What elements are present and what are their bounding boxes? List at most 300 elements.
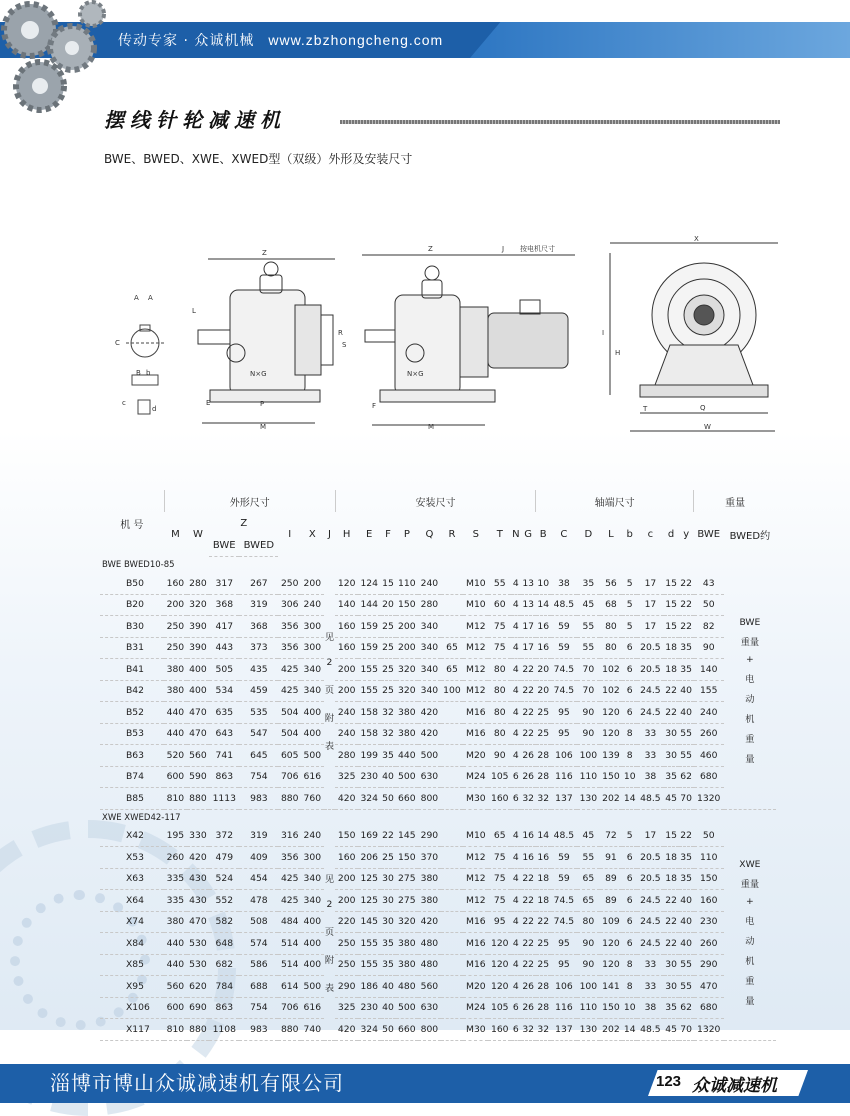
value-cell: 59 — [551, 847, 577, 869]
value-cell: 300 — [301, 637, 324, 659]
value-cell: 400 — [301, 954, 324, 976]
value-cell: 89 — [600, 890, 623, 912]
value-cell: 28 — [536, 976, 551, 998]
value-cell: M16 — [463, 954, 488, 976]
value-cell: M16 — [463, 933, 488, 955]
value-cell: 35 — [679, 637, 694, 659]
value-cell: 95 — [551, 702, 577, 724]
label-X: X — [694, 235, 699, 243]
col-header-c: c — [647, 528, 654, 540]
value-cell: 240 — [301, 594, 324, 616]
value-cell: 14 — [622, 1019, 637, 1041]
value-cell: 160 — [694, 890, 724, 912]
value-cell: 290 — [694, 954, 724, 976]
value-cell: M10 — [463, 594, 488, 616]
value-cell: 155 — [358, 659, 381, 681]
value-cell: 55 — [679, 745, 694, 767]
value-cell: 400 — [301, 933, 324, 955]
value-cell: 32 — [536, 788, 551, 810]
value-cell: 643 — [209, 723, 239, 745]
value-cell: 500 — [301, 745, 324, 767]
value-cell: 380 — [396, 954, 419, 976]
weight-note-char: 机 — [745, 955, 755, 967]
value-cell: 70 — [679, 788, 694, 810]
value-cell — [441, 826, 464, 847]
value-cell: 150 — [396, 594, 419, 616]
value-cell: 784 — [209, 976, 239, 998]
value-cell: 460 — [694, 745, 724, 767]
value-cell: 22 — [679, 616, 694, 638]
value-cell: 250 — [335, 933, 358, 955]
value-cell: 25 — [381, 680, 396, 702]
value-cell: 32 — [381, 702, 396, 724]
group-label: BWE BWED10-85 — [102, 560, 175, 570]
value-cell: 6 — [511, 1019, 521, 1041]
value-cell: 48.5 — [637, 1019, 663, 1041]
model-cell: B50 — [100, 573, 164, 594]
label-T: T — [643, 405, 648, 413]
value-cell: 50 — [694, 826, 724, 847]
value-cell: 1113 — [209, 788, 239, 810]
value-cell: 504 — [278, 702, 301, 724]
value-cell: 22 — [679, 573, 694, 594]
value-cell: 690 — [187, 997, 210, 1019]
col-header-j: J — [327, 528, 331, 540]
label-C: C — [115, 339, 120, 347]
value-cell: 590 — [187, 766, 210, 788]
value-cell: 504 — [278, 723, 301, 745]
tagline-text: 传动专家 · 众诚机械 — [118, 33, 255, 49]
brand-name: 众诚减速机 — [692, 1076, 777, 1096]
value-cell — [441, 847, 464, 869]
value-cell: 145 — [396, 826, 419, 847]
value-cell: 35 — [664, 766, 679, 788]
value-cell: 102 — [600, 680, 623, 702]
value-cell: 335 — [164, 890, 187, 912]
weight-note-char: 量 — [745, 995, 755, 1007]
value-cell: 100 — [577, 976, 600, 998]
value-cell: 59 — [551, 616, 577, 638]
value-cell: 109 — [600, 911, 623, 933]
value-cell: M12 — [463, 680, 488, 702]
group-shaft-header: 轴端尺寸 — [536, 490, 694, 512]
value-cell: 155 — [358, 680, 381, 702]
value-cell: 880 — [278, 1019, 301, 1041]
value-cell: 380 — [418, 868, 441, 890]
value-cell: M12 — [463, 847, 488, 869]
model-cell: X117 — [100, 1019, 164, 1041]
group-install-header: 安装尺寸 — [335, 490, 535, 512]
value-cell: 863 — [209, 997, 239, 1019]
value-cell: 75 — [488, 868, 511, 890]
value-cell: 250 — [164, 637, 187, 659]
table-row — [100, 847, 776, 869]
value-cell: 390 — [187, 637, 210, 659]
value-cell — [441, 868, 464, 890]
table-row — [100, 723, 776, 745]
value-cell — [441, 1019, 464, 1041]
value-cell: 202 — [600, 1019, 623, 1041]
value-cell: 6 — [622, 637, 637, 659]
value-cell: M12 — [463, 868, 488, 890]
value-cell: 16 — [536, 616, 551, 638]
value-cell: 40 — [679, 911, 694, 933]
value-cell: 15 — [664, 616, 679, 638]
weight-note-char: 动 — [745, 935, 755, 947]
value-cell: 90 — [577, 702, 600, 724]
model-cell: B30 — [100, 616, 164, 638]
model-cell: B41 — [100, 659, 164, 681]
value-cell: 150 — [600, 997, 623, 1019]
table-header-z — [100, 512, 776, 534]
value-cell: 983 — [239, 1019, 278, 1041]
group-outer-header: 外形尺寸 — [164, 490, 335, 512]
value-cell: 547 — [239, 723, 278, 745]
value-cell: 682 — [209, 954, 239, 976]
value-cell: 500 — [418, 745, 441, 767]
website-url[interactable]: www.zbzhongcheng.com — [268, 32, 444, 48]
value-cell: 141 — [600, 976, 623, 998]
value-cell: 22 — [664, 680, 679, 702]
value-cell: 95 — [551, 723, 577, 745]
value-cell: 35 — [381, 954, 396, 976]
value-cell: 169 — [358, 826, 381, 847]
value-cell: 18 — [664, 868, 679, 890]
weight-note-char: 电 — [745, 673, 755, 685]
value-cell: 110 — [396, 573, 419, 594]
table-row — [100, 573, 776, 594]
table-row — [100, 976, 776, 998]
value-cell: 605 — [278, 745, 301, 767]
j-note-char: 见 — [324, 874, 335, 885]
value-cell: 400 — [187, 659, 210, 681]
value-cell: 22 — [664, 933, 679, 955]
value-cell: 65 — [577, 890, 600, 912]
value-cell: 16 — [521, 826, 536, 847]
value-cell: 10 — [622, 766, 637, 788]
value-cell: 120 — [600, 702, 623, 724]
table-row — [100, 1019, 776, 1041]
value-cell: 250 — [164, 616, 187, 638]
value-cell: 8 — [622, 954, 637, 976]
label-R: R — [338, 329, 343, 337]
value-cell: 140 — [335, 594, 358, 616]
value-cell: 754 — [239, 766, 278, 788]
value-cell: 80 — [600, 637, 623, 659]
value-cell: 500 — [396, 997, 419, 1019]
value-cell: 290 — [335, 976, 358, 998]
value-cell: 316 — [278, 826, 301, 847]
value-cell — [441, 723, 464, 745]
value-cell: 195 — [164, 826, 187, 847]
table-row — [100, 868, 776, 890]
col-header-d: d — [667, 528, 675, 540]
value-cell: 18 — [664, 847, 679, 869]
value-cell: 33 — [637, 954, 663, 976]
value-cell: M12 — [463, 659, 488, 681]
value-cell: 100 — [577, 745, 600, 767]
value-cell: 586 — [239, 954, 278, 976]
col-header-t: T — [496, 528, 503, 540]
value-cell: 275 — [396, 868, 419, 890]
value-cell: 35 — [679, 847, 694, 869]
value-cell: 120 — [600, 723, 623, 745]
model-cell: X42 — [100, 826, 164, 847]
value-cell: 28 — [536, 745, 551, 767]
value-cell: 150 — [335, 826, 358, 847]
weight-note-char: 重量 — [740, 636, 760, 648]
value-cell: 22 — [664, 702, 679, 724]
model-cell: X53 — [100, 847, 164, 869]
j-note-char: 表 — [324, 741, 335, 753]
value-cell: 14 — [536, 594, 551, 616]
value-cell: 150 — [694, 868, 724, 890]
model-cell: X85 — [100, 954, 164, 976]
value-cell: 6 — [622, 933, 637, 955]
value-cell: 440 — [164, 702, 187, 724]
value-cell: 17 — [521, 637, 536, 659]
value-cell: 400 — [187, 680, 210, 702]
value-cell: 324 — [358, 1019, 381, 1041]
label-M: M — [260, 423, 267, 431]
value-cell: 125 — [358, 868, 381, 890]
value-cell: 200 — [164, 594, 187, 616]
value-cell: 22 — [521, 890, 536, 912]
value-cell: 4 — [511, 573, 521, 594]
j-note-char: 2 — [326, 657, 333, 669]
value-cell: 373 — [239, 637, 278, 659]
value-cell: 139 — [600, 745, 623, 767]
value-cell: 380 — [396, 723, 419, 745]
value-cell: 552 — [209, 890, 239, 912]
value-cell: 645 — [239, 745, 278, 767]
model-cell: B53 — [100, 723, 164, 745]
value-cell: 356 — [278, 616, 301, 638]
value-cell: 417 — [209, 616, 239, 638]
value-cell: 660 — [396, 1019, 419, 1041]
value-cell: 880 — [278, 788, 301, 810]
value-cell: 340 — [301, 868, 324, 890]
value-cell: 1108 — [209, 1019, 239, 1041]
value-cell: 206 — [358, 847, 381, 869]
value-cell: 20.5 — [637, 868, 663, 890]
value-cell: 4 — [511, 637, 521, 659]
value-cell — [441, 890, 464, 912]
value-cell: 524 — [209, 868, 239, 890]
value-cell: 95 — [488, 911, 511, 933]
value-cell: 55 — [577, 847, 600, 869]
value-cell: 120 — [600, 933, 623, 955]
value-cell: 65 — [441, 659, 464, 681]
value-cell: 32 — [536, 1019, 551, 1041]
value-cell: 754 — [239, 997, 278, 1019]
value-cell: 319 — [239, 826, 278, 847]
value-cell — [441, 594, 464, 616]
value-cell: 16 — [536, 847, 551, 869]
value-cell: 68 — [600, 594, 623, 616]
col-header-q: Q — [425, 528, 434, 540]
value-cell: 4 — [511, 976, 521, 998]
value-cell: M10 — [463, 826, 488, 847]
value-cell: 22 — [521, 868, 536, 890]
value-cell: 25 — [536, 933, 551, 955]
weight-note-char: 重 — [745, 733, 755, 745]
value-cell: 500 — [301, 976, 324, 998]
value-cell: 90 — [488, 745, 511, 767]
value-cell: 74.5 — [551, 680, 577, 702]
value-cell: 470 — [694, 976, 724, 998]
value-cell: 80 — [488, 659, 511, 681]
value-cell: 30 — [664, 976, 679, 998]
value-cell: 160 — [164, 573, 187, 594]
value-cell: 420 — [418, 723, 441, 745]
value-cell: 340 — [418, 680, 441, 702]
value-cell: 6 — [511, 788, 521, 810]
value-cell: M12 — [463, 637, 488, 659]
value-cell: 62 — [679, 997, 694, 1019]
value-cell: 620 — [187, 976, 210, 998]
value-cell: 6 — [622, 702, 637, 724]
value-cell: 90 — [577, 723, 600, 745]
value-cell: 5 — [622, 826, 637, 847]
value-cell: 470 — [187, 702, 210, 724]
value-cell: 35 — [679, 659, 694, 681]
value-cell: 158 — [358, 702, 381, 724]
page-title: 摆线针轮减速机 — [104, 108, 286, 132]
value-cell: 14 — [536, 826, 551, 847]
value-cell: 340 — [301, 659, 324, 681]
weight-note-char: 机 — [745, 713, 755, 725]
value-cell: 260 — [164, 847, 187, 869]
value-cell: 30 — [381, 868, 396, 890]
value-cell: 330 — [187, 826, 210, 847]
value-cell: 20.5 — [637, 847, 663, 869]
value-cell: 75 — [488, 637, 511, 659]
value-cell: 10 — [622, 997, 637, 1019]
value-cell: 199 — [358, 745, 381, 767]
value-cell: 160 — [335, 637, 358, 659]
model-cell: X106 — [100, 997, 164, 1019]
value-cell: 160 — [335, 847, 358, 869]
value-cell: 55 — [679, 954, 694, 976]
value-cell: 340 — [301, 680, 324, 702]
value-cell: 420 — [418, 702, 441, 724]
value-cell: 15 — [664, 594, 679, 616]
value-cell — [441, 911, 464, 933]
value-cell: 16 — [536, 637, 551, 659]
value-cell: 250 — [278, 573, 301, 594]
value-cell: 983 — [239, 788, 278, 810]
value-cell: 5 — [622, 594, 637, 616]
col-header-g: G — [524, 528, 533, 540]
value-cell: 240 — [694, 702, 724, 724]
value-cell: M16 — [463, 702, 488, 724]
value-cell: 470 — [187, 723, 210, 745]
value-cell: 24.5 — [637, 933, 663, 955]
model-cell: B31 — [100, 637, 164, 659]
col-header-l: L — [608, 528, 614, 540]
table-row — [100, 637, 776, 659]
value-cell: 614 — [278, 976, 301, 998]
value-cell: 18 — [664, 637, 679, 659]
value-cell: 230 — [358, 997, 381, 1019]
value-cell — [441, 702, 464, 724]
value-cell: 440 — [164, 933, 187, 955]
shaft-detail-drawing — [126, 325, 164, 414]
label-motor-size: 按电机尺寸 — [520, 245, 555, 253]
weight-note-char: BWE — [739, 616, 761, 628]
value-cell — [441, 745, 464, 767]
value-cell: 420 — [187, 847, 210, 869]
z-sub-bwe: BWE — [209, 534, 239, 557]
value-cell: 40 — [381, 997, 396, 1019]
value-cell: 370 — [418, 847, 441, 869]
value-cell: 340 — [418, 616, 441, 638]
value-cell: 4 — [511, 868, 521, 890]
page-subtitle: BWE、BWED、XWE、XWED型（双级）外形及安装尺寸 — [104, 152, 413, 166]
model-cell: X74 — [100, 911, 164, 933]
value-cell: 155 — [358, 933, 381, 955]
value-cell: 479 — [209, 847, 239, 869]
value-cell: 140 — [694, 659, 724, 681]
value-cell: 635 — [209, 702, 239, 724]
value-cell: 500 — [396, 766, 419, 788]
model-cell: B63 — [100, 745, 164, 767]
table-row — [100, 890, 776, 912]
value-cell: 582 — [209, 911, 239, 933]
value-cell: 160 — [335, 616, 358, 638]
col-header-m: M — [171, 528, 180, 540]
value-cell: M10 — [463, 573, 488, 594]
table-row — [100, 788, 776, 810]
value-cell: 275 — [396, 890, 419, 912]
value-cell: 478 — [239, 890, 278, 912]
value-cell: 470 — [187, 911, 210, 933]
table-row — [100, 997, 776, 1019]
value-cell: 760 — [301, 788, 324, 810]
value-cell: 159 — [358, 616, 381, 638]
value-cell: 22 — [664, 890, 679, 912]
value-cell: 70 — [577, 659, 600, 681]
value-cell: 325 — [335, 997, 358, 1019]
value-cell: 80 — [577, 911, 600, 933]
value-cell: 880 — [187, 1019, 210, 1041]
label-B: B — [136, 369, 141, 377]
value-cell: 30 — [664, 954, 679, 976]
value-cell: 90 — [577, 933, 600, 955]
label-F: F — [372, 402, 377, 410]
value-cell: 4 — [511, 890, 521, 912]
value-cell: 200 — [335, 868, 358, 890]
value-cell: 45 — [664, 1019, 679, 1041]
value-cell: 4 — [511, 911, 521, 933]
weight-note — [724, 573, 776, 809]
value-cell: 106 — [551, 745, 577, 767]
col-header-e: E — [366, 528, 373, 540]
value-cell: 250 — [335, 954, 358, 976]
value-cell: 4 — [511, 680, 521, 702]
value-cell: 59 — [551, 868, 577, 890]
value-cell: 335 — [164, 868, 187, 890]
value-cell: 120 — [488, 933, 511, 955]
table-row — [100, 702, 776, 724]
value-cell: 125 — [358, 890, 381, 912]
value-cell: 150 — [600, 766, 623, 788]
value-cell: 6 — [622, 911, 637, 933]
value-cell: 706 — [278, 766, 301, 788]
value-cell: 26 — [521, 976, 536, 998]
col-header-w: W — [193, 528, 203, 540]
